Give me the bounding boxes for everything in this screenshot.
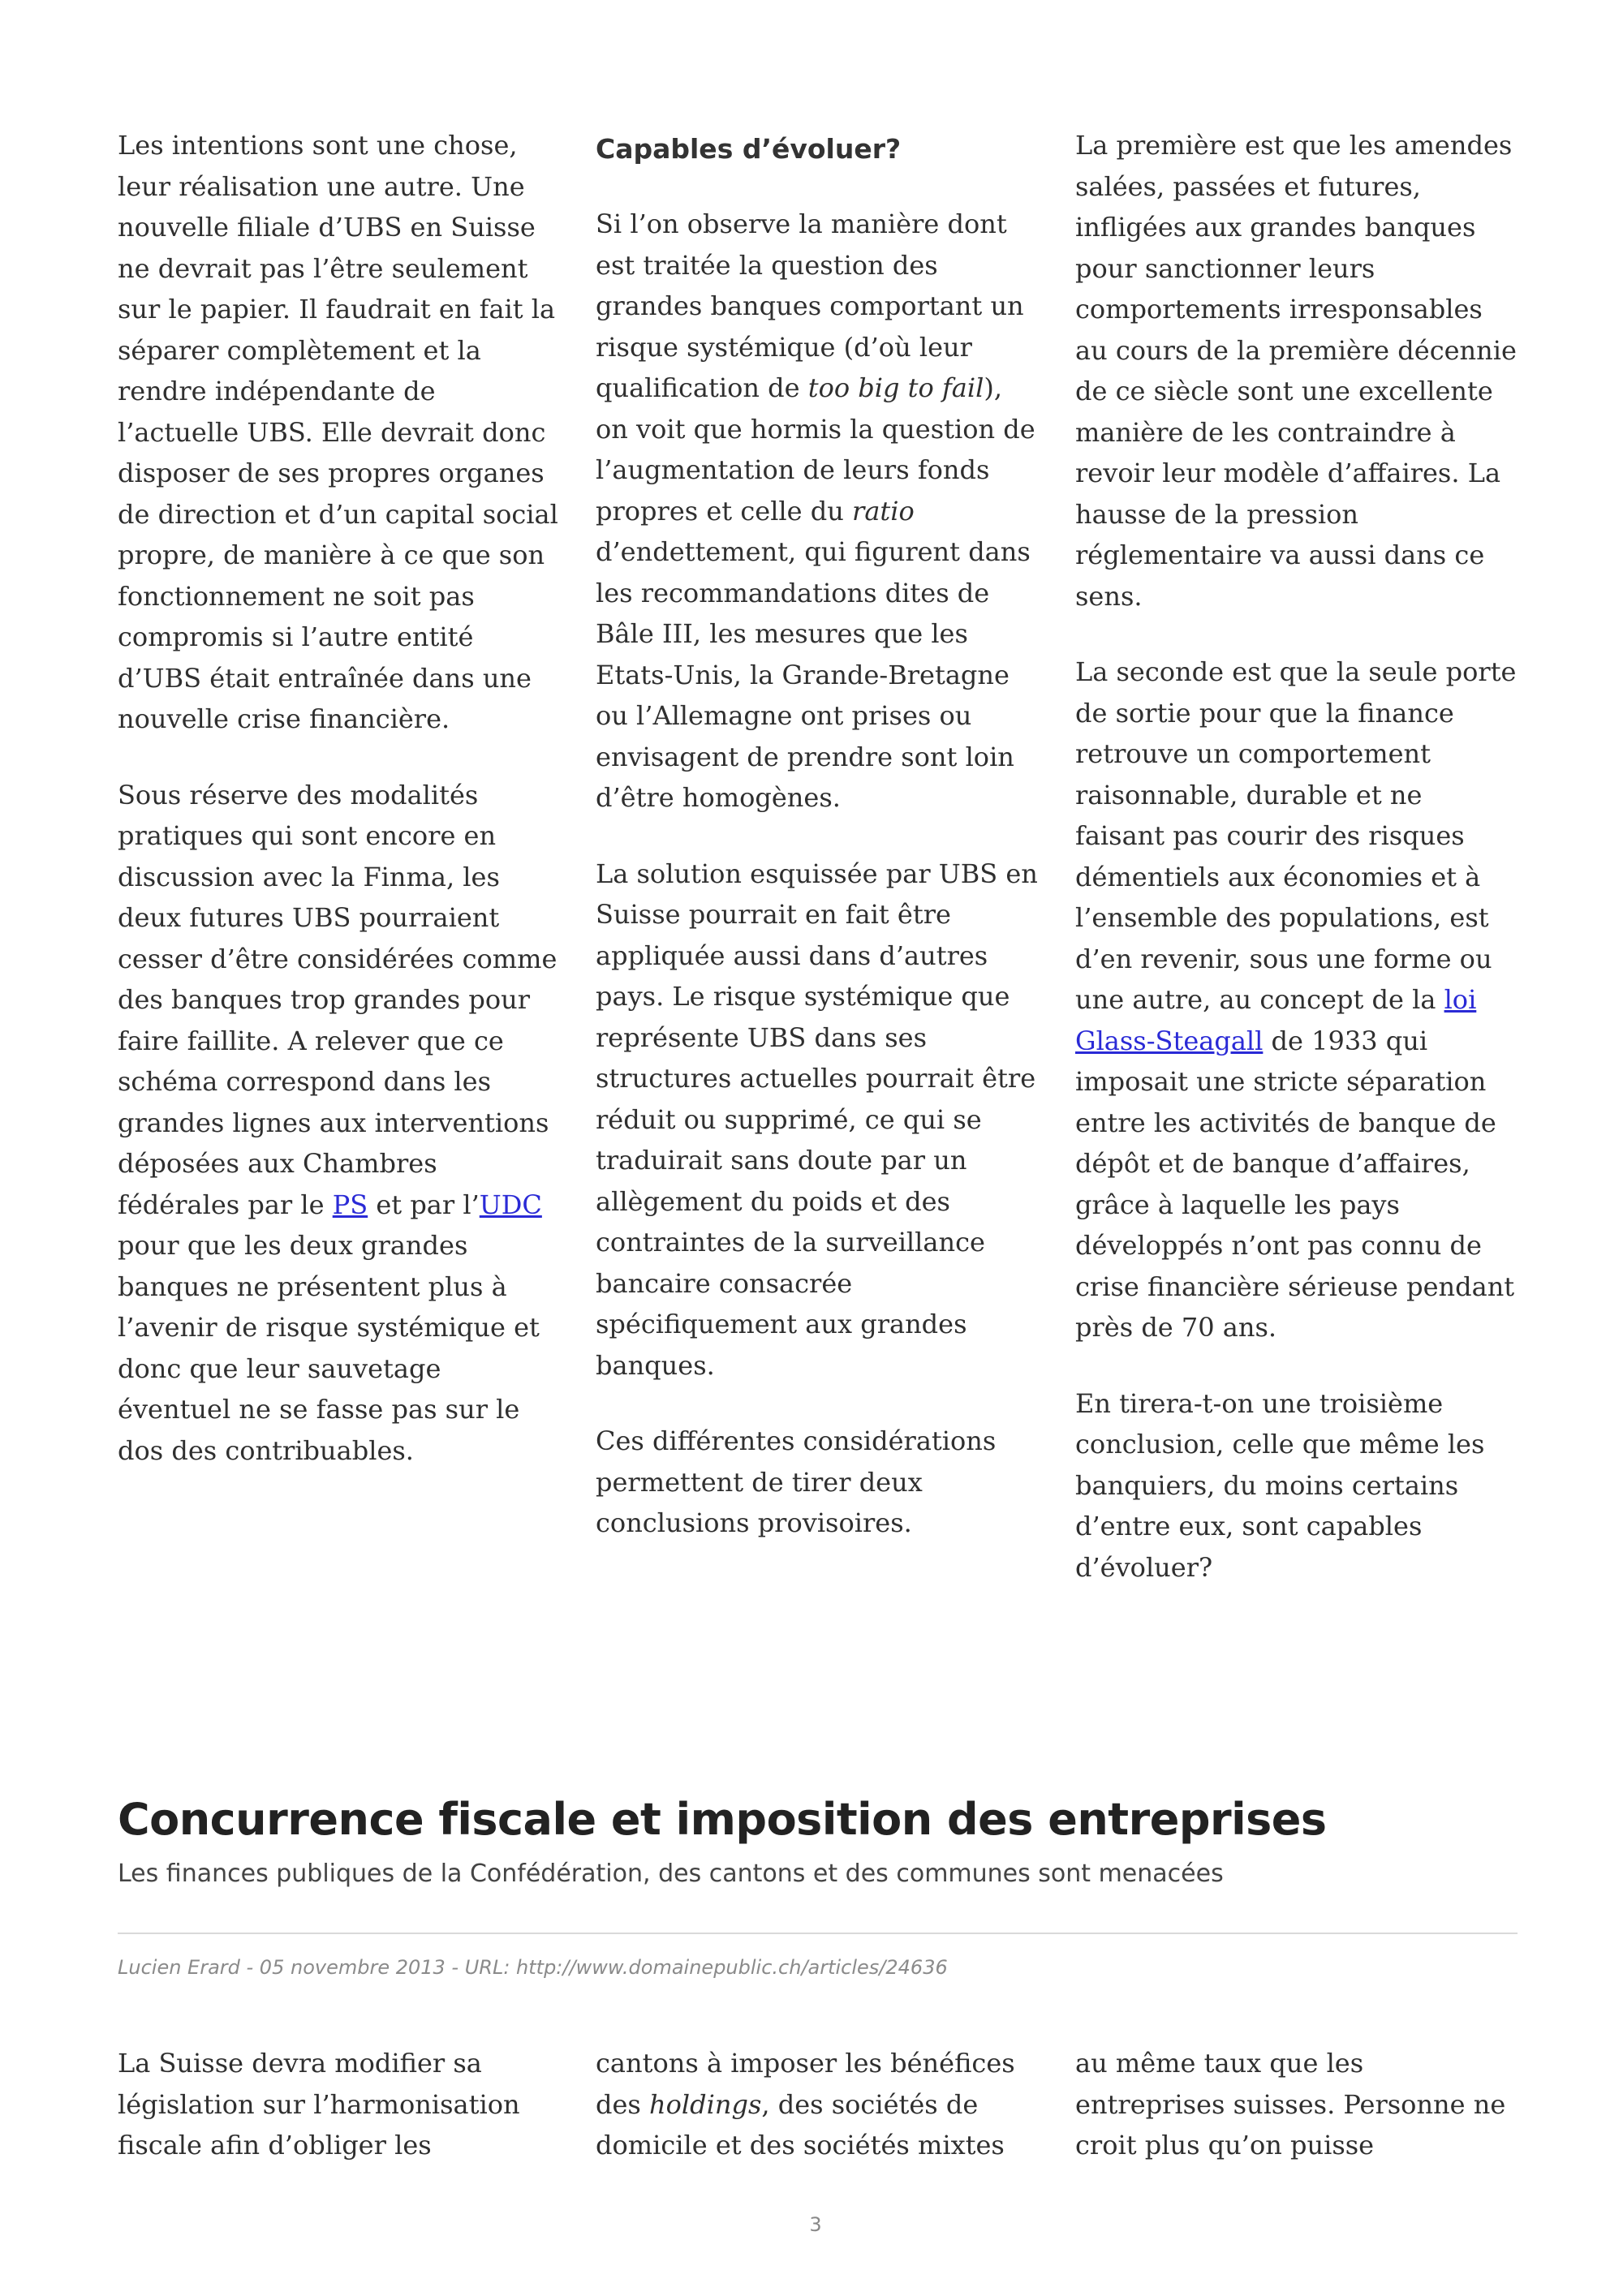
emphasis: too big to fail: [807, 372, 984, 403]
page-number: 3: [809, 2213, 822, 2236]
paragraph: La solution esquissée par UBS en Suisse pourrait en fait être appliquée aussi dans d’autres pays. Le risque systémique que représente UBS dans ses structures actuelles pourrait être réduit ou supprimé, ce qui se traduirait sans doute par un allègement du poids et des contraintes de la surveillance bancaire consacrée spécifiquement aux grandes banques.: [596, 858, 1038, 1381]
article2-column-2: [596, 2043, 1038, 2201]
article-meta: Lucien Erard - 05 novembre 2013 - URL: http://www.domainepublic.ch/articles/24636: [118, 1956, 948, 1979]
paragraph: [596, 2043, 1038, 2166]
paragraph: [1075, 651, 1518, 1348]
paragraph-text: ), on voit que hormis la question de l’augmentation de leurs fonds propres et celle du: [596, 372, 1035, 527]
paragraph-text: Sous réserve des modalités pratiques qui sont encore en discussion avec la Finma, les deux futures UBS pourraient cesser d’être considérées comme des banques trop grandes pour faire faillite. A relever que ce schéma correspond dans les grandes lignes aux interventions déposées aux Chambres fédérales par le: [118, 779, 558, 1220]
paragraph: [118, 775, 560, 1472]
paragraph-text: pour que les deux grandes banques ne présentent plus à l’avenir de risque systémique et donc que leur sauvetage éventuel ne se fasse pas sur le dos des contribuables.: [118, 1230, 540, 1466]
link-glass-steagall[interactable]: loi Glass-Steagall: [1075, 984, 1477, 1056]
emphasis: ratio: [852, 495, 915, 527]
paragraph-text: de 1933 qui imposait une stricte séparation entre les activités de banque de dépôt et de banque d’affaires, grâce à laquelle les pays développés n’ont pas connu de crise financière sérieuse pendant près de 70 ans.: [1075, 1025, 1515, 1343]
article1-column-2: [596, 129, 1038, 1579]
article-title: Concurrence fiscale et imposition des entreprises: [118, 1794, 1327, 1845]
paragraph: La première est que les amendes salées, passées et futures, infligées aux grandes banques pour sanctionner leurs comportements irresponsables au cours de la première décennie de ce siècle sont une excellente manière de les contraindre à revoir leur modèle d’affaires. La hausse de la pression réglementaire va aussi dans ce sens.: [1075, 130, 1517, 612]
divider: [118, 1933, 1518, 1934]
article-subtitle: Les finances publiques de la Confédération, des cantons et des communes sont menacées: [118, 1860, 1224, 1888]
paragraph: Les intentions sont une chose, leur réalisation une autre. Une nouvelle filiale d’UBS en Suisse ne devrait pas l’être seulement sur le papier. Il faudrait en fait la séparer complètement et la rendre indépendante de l’actuelle UBS. Elle devrait donc disposer de ses propres organes de direction et d’un capital social propre, de manière à ce que son fonctionnement ne soit pas compromis si l’autre entité d’UBS était entraînée dans une nouvelle crise financière.: [118, 130, 558, 734]
paragraph: La Suisse devra modifier sa législation sur l’harmonisation fiscale afin d’obliger les: [118, 2048, 520, 2161]
paragraph: au même taux que les entreprises suisses. Personne ne croit plus qu’on puisse: [1075, 2048, 1506, 2161]
paragraph-text: d’endettement, qui figurent dans les recommandations dites de Bâle III, les mesures que les Etats-Unis, la Grande-Bretagne ou l’Allemagne ont prises ou envisagent de prendre sont loin d’être homogènes.: [596, 536, 1031, 813]
paragraph-text: La seconde est que la seule porte de sortie pour que la finance retrouve un comportement raisonnable, durable et ne faisant pas courir des risques démentiels aux économies et à l’ensemble des populations, est d’en revenir, sous une forme ou une autre, au concept de la: [1075, 656, 1517, 1015]
paragraph: [596, 204, 1038, 819]
article2-column-1: [118, 2043, 560, 2201]
link-udc[interactable]: UDC: [479, 1189, 542, 1220]
paragraph-text: Si l’on observe la manière dont est traitée la question des grandes banques comportant un risque systémique (d’où leur qualification de: [596, 209, 1024, 403]
paragraph-text: , des sociétés de domicile et des sociétés mixtes: [596, 2088, 1005, 2161]
paragraph: Ces différentes considérations permettent de tirer deux conclusions provisoires.: [596, 1425, 997, 1538]
section-heading: Capables d’évoluer?: [596, 133, 902, 165]
link-ps[interactable]: PS: [332, 1189, 368, 1220]
article2-column-3: [1075, 2043, 1518, 2201]
paragraph-text: cantons à imposer les bénéfices des: [596, 2048, 1015, 2120]
paragraph: En tirera-t-on une troisième conclusion, celle que même les banquiers, du moins certains d’entre eux, sont capables d’évoluer?: [1075, 1387, 1485, 1583]
paragraph-text: et par l’: [368, 1189, 480, 1220]
article1-column-1: [118, 125, 560, 1506]
article1-column-3: [1075, 125, 1518, 1623]
emphasis: holdings: [649, 2088, 762, 2120]
